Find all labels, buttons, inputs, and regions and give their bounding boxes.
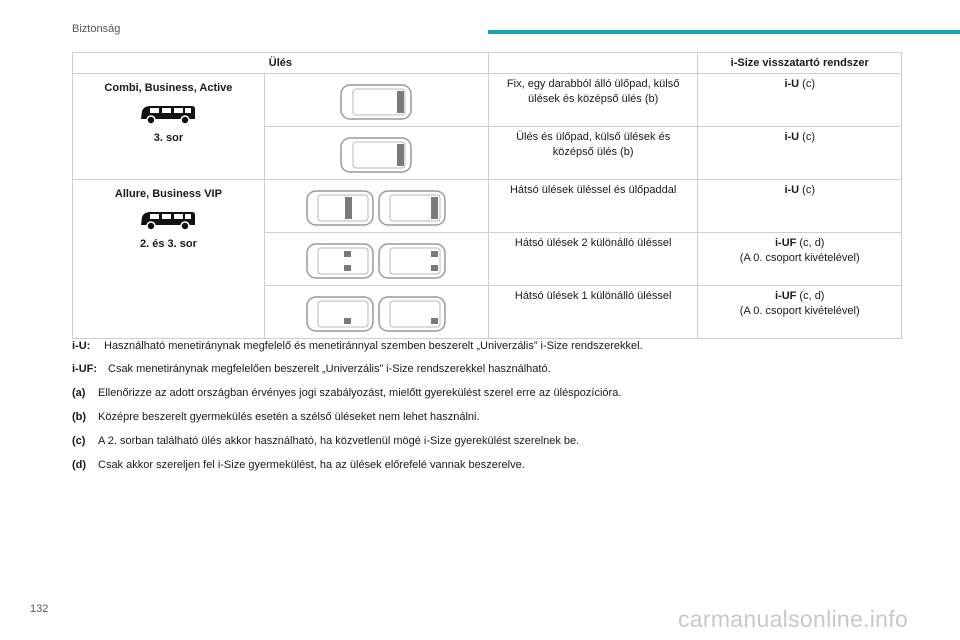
- footnote-key: (b): [72, 411, 87, 423]
- description-cell: Hátsó ülések üléssel és ülőpaddal: [488, 180, 698, 233]
- footnote: [72, 340, 643, 352]
- section-title: Biztonság: [72, 23, 121, 35]
- trim-name: Allure: [114, 188, 147, 200]
- system-note: (c, d): [796, 237, 825, 249]
- footnote: [72, 459, 525, 471]
- layout-cell: [264, 127, 488, 180]
- description-cell: Hátsó ülések 1 különálló üléssel: [488, 286, 698, 339]
- footnote-text: Használható menetiránynak megfelelő és menetiránnyal szemben beszerelt „Univerzális” i-Size rendszerekkel.: [104, 340, 643, 352]
- van-side-icon: [138, 104, 198, 126]
- footnote-key: (d): [72, 459, 87, 471]
- row-label: 3. sor: [153, 132, 184, 144]
- system-cell: [698, 180, 902, 233]
- footnote: [72, 435, 579, 447]
- system-note: (c): [799, 78, 815, 90]
- row-label: 2. és 3. sor: [139, 238, 197, 250]
- system-cell: [698, 74, 902, 127]
- page-number: 132: [30, 603, 49, 615]
- footnote-text: Ellenőrizze az adott országban érvényes jogi szabályozást, mielőtt gyerekülést szerel erre az üléspozícióra.: [98, 387, 622, 399]
- layout-cell: [264, 180, 488, 233]
- van-side-icon: [138, 210, 198, 232]
- trim-sep: ,: [193, 82, 200, 94]
- system-note: (c, d): [796, 290, 825, 302]
- system-extra: (A 0. csoport kivételével): [739, 305, 860, 317]
- system-code: i-UF: [774, 290, 797, 302]
- system-cell: [698, 127, 902, 180]
- seat-table: [72, 52, 902, 339]
- layout-cell: [264, 233, 488, 286]
- system-cell: [698, 233, 902, 286]
- description-cell: Fix, egy darabból álló ülőpad, külső ülések és középső ülés (b): [488, 74, 698, 127]
- trim-name: Combi: [104, 82, 139, 94]
- header-accent-bar: [488, 30, 960, 34]
- layout-cell: [264, 286, 488, 339]
- system-code: i-U: [784, 78, 800, 90]
- van-top-view-icon: [265, 186, 488, 232]
- trim-name: Business: [144, 82, 194, 94]
- col-header-system: i-Size visszatartó rendszer: [698, 53, 902, 74]
- system-cell: [698, 286, 902, 339]
- trim-cell-group1: [73, 74, 265, 180]
- footnote: [72, 363, 551, 375]
- trim-names: [73, 82, 264, 94]
- description-cell: Hátsó ülések 2 különálló üléssel: [488, 233, 698, 286]
- trim-sep: ,: [138, 82, 145, 94]
- footnote-key: (a): [72, 387, 86, 399]
- footnote-key: (c): [72, 435, 86, 447]
- van-top-view-icon: [265, 239, 488, 285]
- trim-name: Business VIP: [152, 188, 222, 200]
- trim-sep: ,: [146, 188, 153, 200]
- footnote-key: i-U:: [72, 340, 91, 352]
- footnote-text: Csak akkor szereljen fel i-Size gyermekülést, ha az ülések előrefelé vannak beszerelve.: [98, 459, 525, 471]
- watermark: carmanualsonline.info: [678, 606, 909, 632]
- table-header-row: [73, 53, 902, 74]
- description-cell: Ülés és ülőpad, külső ülések és középső ülés (b): [488, 127, 698, 180]
- col-header-seat: Ülés: [73, 53, 489, 74]
- layout-cell: [264, 74, 488, 127]
- table-row: [73, 180, 902, 233]
- system-extra: (A 0. csoport kivételével): [739, 252, 860, 264]
- van-top-view-icon: [265, 133, 488, 179]
- van-top-view-icon: [265, 80, 488, 126]
- trim-name: Active: [199, 82, 233, 94]
- trim-names: [73, 188, 264, 200]
- system-code: i-U: [784, 184, 800, 196]
- system-note: (c): [799, 184, 815, 196]
- trim-cell-group2: [73, 180, 265, 339]
- system-code: i-U: [784, 131, 800, 143]
- van-top-view-icon: [265, 292, 488, 338]
- footnote-key: i-UF:: [72, 363, 98, 375]
- system-note: (c): [799, 131, 815, 143]
- system-code: i-UF: [774, 237, 797, 249]
- footnote-text: Csak menetiránynak megfelelően beszerelt „Univerzális” i-Size rendszerekkel használható.: [108, 363, 551, 375]
- col-header-empty: [488, 53, 698, 74]
- footnote-text: Középre beszerelt gyermekülés esetén a szélső üléseket nem lehet használni.: [98, 411, 480, 423]
- footnote-text: A 2. sorban található ülés akkor használható, ha közvetlenül mögé i-Size gyerekülést szerelnek be.: [98, 435, 580, 447]
- footnote: [72, 387, 621, 399]
- table-row: [73, 74, 902, 127]
- footnote: [72, 411, 480, 423]
